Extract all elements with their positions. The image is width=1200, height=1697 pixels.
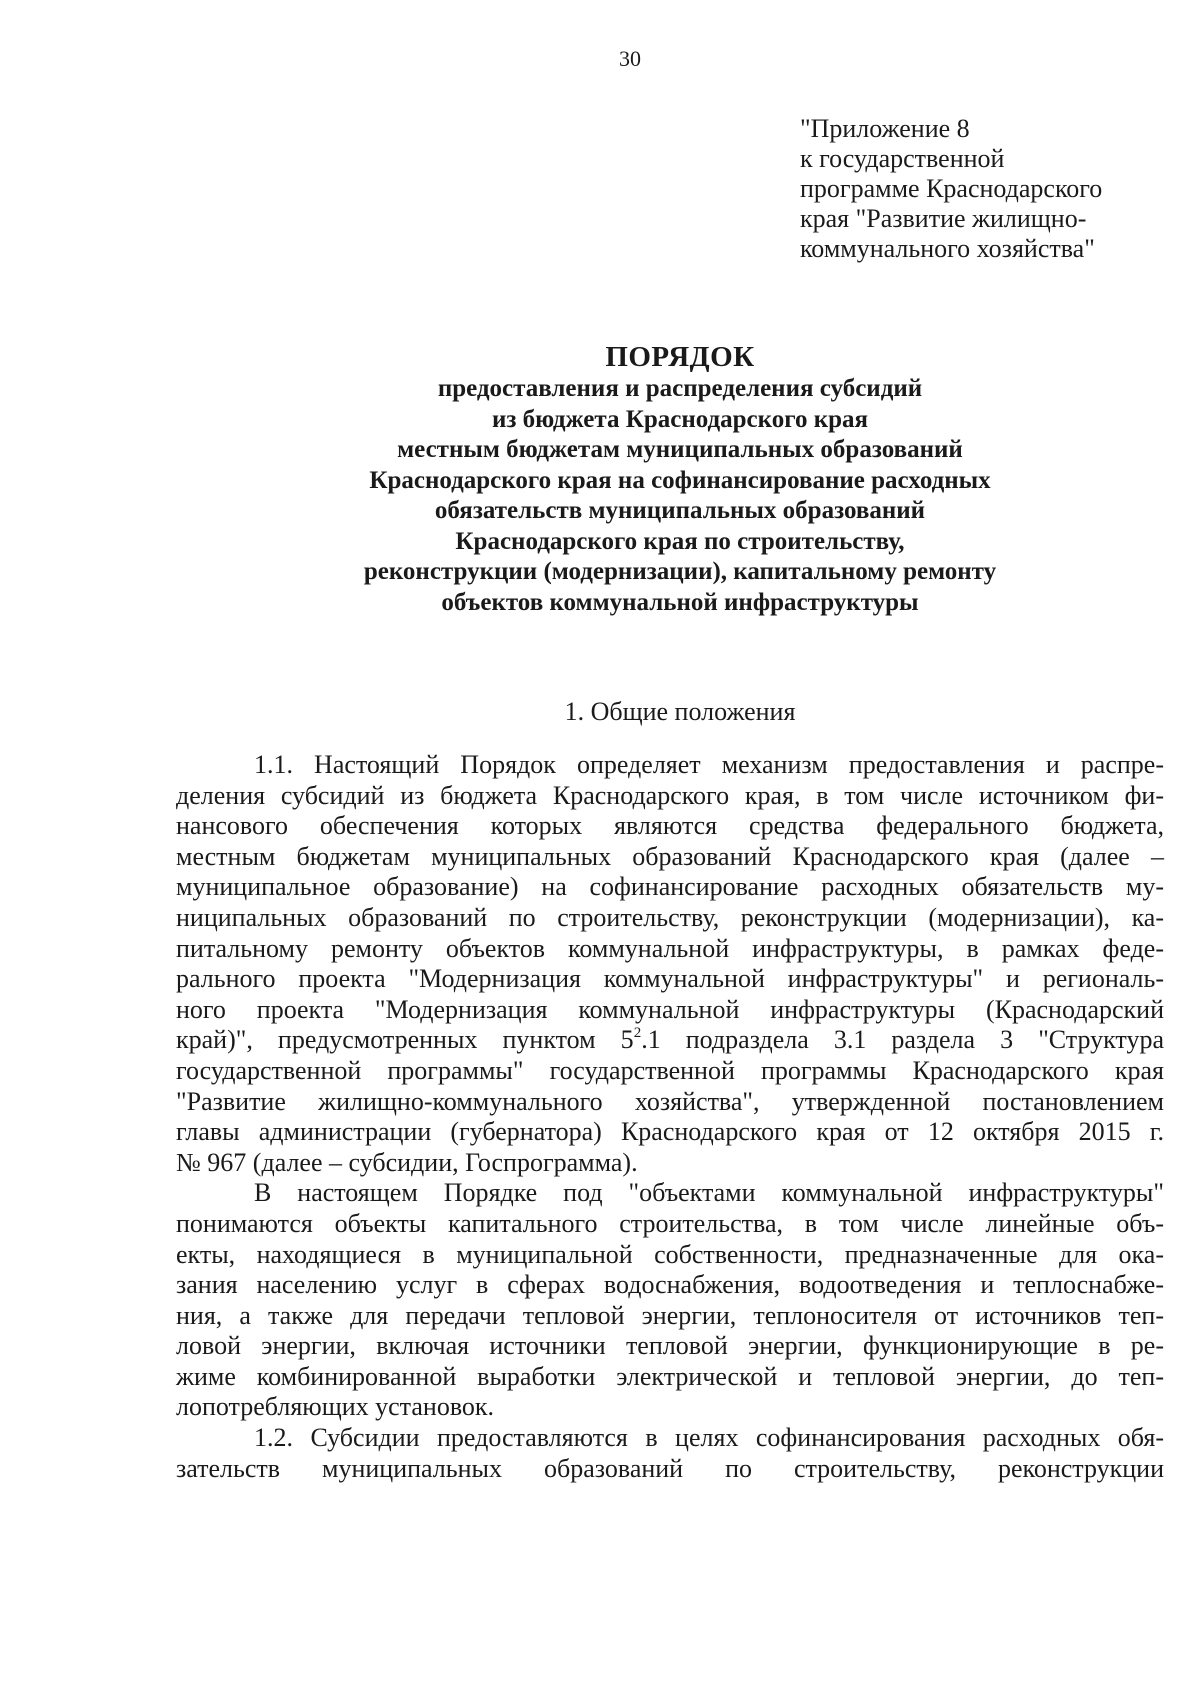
text-line: В настоящем Порядке под "объектами коммунальной инфраструктуры"	[254, 1178, 1164, 1208]
page-number: 30	[619, 46, 641, 71]
text-line: понимаются объекты капитального строительства, в том числе линейные объ-	[176, 1208, 1164, 1238]
text-line: ного проекта "Модернизация коммунальной инфраструктуры (Краснодарский	[176, 994, 1164, 1024]
paragraph-definition	[176, 1178, 1164, 1423]
body-text	[176, 750, 1164, 1484]
title-line: Краснодарского края на софинансирование расходных	[369, 466, 991, 494]
document-title	[180, 340, 1180, 618]
appendix-line: "Приложение 8	[800, 114, 970, 143]
text-line: государственной программы" государственной программы Краснодарского края	[176, 1055, 1164, 1085]
title-line: предоставления и распределения субсидий	[437, 375, 923, 402]
text-line: "Развитие жилищно-коммунального хозяйства", утвержденной постановлением	[176, 1086, 1164, 1116]
text-fragment: .1 подраздела 3.1 раздела 3 "Структура	[641, 1025, 1164, 1055]
appendix-line: программе Краснодарского	[800, 174, 1103, 203]
text-line: зательств муниципальных образований по строительству, реконструкции	[176, 1453, 1164, 1483]
text-line: жиме комбинированной выработки электрической и тепловой энергии, до теп-	[176, 1361, 1164, 1391]
appendix-header	[800, 114, 1160, 264]
text-line: деления субсидий из бюджета Краснодарского края, в том числе источником фи-	[176, 780, 1164, 810]
text-line: главы администрации (губернатора) Краснодарского края от 12 октября 2015 г.	[176, 1117, 1164, 1147]
text-line: ниципальных образований по строительству, реконструкции (модернизации), ка-	[176, 902, 1164, 932]
text-line: ловой энергии, включая источники тепловой энергии, функционирующие в ре-	[176, 1331, 1164, 1361]
text-fragment: край)", предусмотренных пунктом 5	[176, 1025, 634, 1055]
title-line: объектов коммунальной инфраструктуры	[441, 588, 919, 616]
text-line: рального проекта "Модернизация коммунальной инфраструктуры" и региональ-	[176, 964, 1164, 994]
appendix-line: края "Развитие жилищно-	[800, 204, 1087, 233]
text-line: екты, находящиеся в муниципальной собственности, предназначенные для ока-	[176, 1239, 1164, 1269]
text-line: № 967 (далее – субсидии, Госпрограмма).	[176, 1147, 638, 1177]
title-main: ПОРЯДОК	[605, 341, 755, 373]
text-line: 1.2. Субсидии предоставляются в целях софинансирования расходных обя-	[254, 1423, 1164, 1453]
text-line-with-superscript	[176, 1025, 1164, 1056]
title-line: из бюджета Краснодарского края	[491, 405, 869, 433]
title-line: Краснодарского края по строительству,	[455, 527, 905, 555]
text-line: питальному ремонту объектов коммунальной инфраструктуры, в рамках феде-	[176, 933, 1164, 963]
appendix-line: коммунального хозяйства"	[800, 234, 1095, 263]
title-line: обязательств муниципальных образований	[434, 497, 926, 524]
title-line: местным бюджетам муниципальных образований	[397, 436, 963, 463]
text-line: зания населению услуг в сферах водоснабжения, водоотведения и теплоснабже-	[176, 1270, 1164, 1300]
text-line: нансового обеспечения которых являются средства федерального бюджета,	[176, 811, 1164, 841]
paragraph-1-1	[176, 750, 1164, 1178]
section-heading: 1. Общие положения	[564, 697, 796, 726]
text-line: местным бюджетам муниципальных образований Краснодарского края (далее –	[176, 841, 1164, 871]
paragraph-1-2	[176, 1423, 1164, 1484]
title-line: реконструкции (модернизации), капитальному ремонту	[363, 558, 997, 585]
superscript: 2	[633, 1024, 642, 1041]
title-subtitle	[180, 374, 1180, 618]
text-line: ния, а также для передачи тепловой энергии, теплоносителя от источников теп-	[176, 1300, 1164, 1330]
text-line: муниципальное образование) на софинансирование расходных обязательств му-	[176, 872, 1164, 902]
appendix-line: к государственной	[800, 144, 1005, 173]
text-line: лопотребляющих установок.	[176, 1392, 495, 1422]
text-line: 1.1. Настоящий Порядок определяет механизм предоставления и распре-	[254, 750, 1164, 779]
